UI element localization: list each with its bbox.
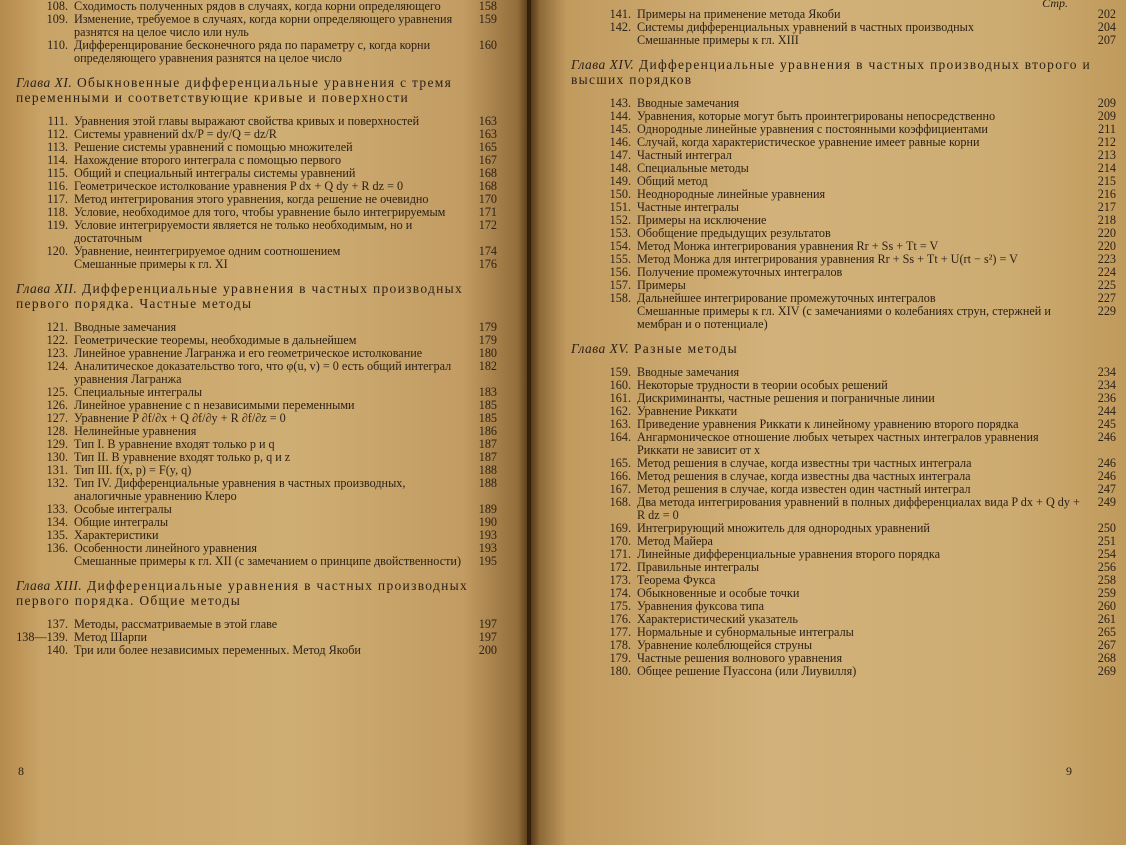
entry-page: 256 — [1097, 560, 1116, 574]
entry-number: 140. — [46, 643, 68, 657]
entry-number: 150. — [609, 187, 631, 201]
entry-title: Специальные интегралы — [74, 385, 203, 399]
entry-number: 132. — [46, 476, 68, 490]
entry-number: 120. — [46, 244, 68, 258]
entry-title: Метод Монжа интегрирования уравнения Rr + Ss + Tt = V — [637, 239, 939, 253]
entry-title: Дискриминанты, частные решения и пограничные линии — [637, 391, 935, 405]
entry-page: 202 — [1097, 7, 1116, 21]
entry-title: Неоднородные линейные уравнения — [637, 187, 826, 201]
folio-right: 9 — [1066, 764, 1072, 778]
entry-number: 163. — [609, 417, 631, 431]
entry-number: 114. — [47, 153, 68, 167]
entry-page: 214 — [1097, 161, 1116, 175]
chapter-label: Глава XIV. — [571, 57, 635, 72]
entry-title: Дифференцирование бесконечного ряда по параметру c, когда корни определяющего уравнения разнятся на целое число — [74, 38, 431, 65]
entry-page: 180 — [478, 346, 497, 360]
entry-page: 268 — [1097, 651, 1116, 665]
entry-page: 165 — [478, 140, 497, 154]
entry-page: 258 — [1097, 573, 1116, 587]
entry-page: 224 — [1097, 265, 1116, 279]
entry-title: Уравнение, неинтегрируемое одним соотношением — [74, 244, 341, 258]
corner-label: Стр. — [1042, 0, 1068, 10]
chapter-heading — [571, 341, 1116, 356]
toc-entry — [16, 39, 497, 65]
toc-entry — [16, 477, 497, 503]
entry-page: 187 — [478, 450, 497, 464]
entry-page: 183 — [478, 385, 497, 399]
entry-page: 158 — [478, 0, 497, 13]
entry-page: 254 — [1097, 547, 1116, 561]
entry-page: 185 — [478, 411, 497, 425]
left-page — [0, 0, 527, 845]
entry-page: 188 — [478, 463, 497, 477]
entry-title: Некоторые трудности в теории особых решений — [637, 378, 888, 392]
entry-page: 189 — [478, 502, 497, 516]
entry-title: Линейное уравнение с n независимыми переменными — [74, 398, 355, 412]
entry-title: Тип I. В уравнение входят только p и q — [74, 437, 275, 451]
entry-number: 158. — [609, 291, 631, 305]
entry-title: Приведение уравнения Риккати к линейному уравнению второго порядка — [637, 417, 1019, 431]
entry-title: Сходимость полученных рядов в случаях, когда корни определяющего — [74, 0, 441, 13]
entry-title: Частные интегралы — [637, 200, 739, 214]
chapter-heading — [16, 578, 497, 608]
entry-title: Три или более независимых переменных. Метод Якоби — [74, 643, 361, 657]
entry-title: Правильные интегралы — [637, 560, 760, 574]
entry-number: 167. — [609, 482, 631, 496]
entry-page: 229 — [1097, 304, 1116, 318]
entry-number: 131. — [46, 463, 68, 477]
entry-title: Смешанные примеры к гл. XIV (с замечаниями о колебаниях струн, стержней и мембран и о потенциале) — [637, 304, 1051, 331]
entry-title: Геометрические теоремы, необходимые в дальнейшем — [74, 333, 357, 347]
entry-page: 195 — [478, 554, 497, 568]
entry-number: 115. — [47, 166, 68, 180]
entry-title: Частные решения волнового уравнения — [637, 651, 843, 665]
entry-number: 176. — [609, 612, 631, 626]
entry-number: 149. — [609, 174, 631, 188]
chapter-label: Глава XII. — [16, 281, 78, 296]
right-page — [531, 0, 1126, 845]
entry-page: 236 — [1097, 391, 1116, 405]
entry-number: 168. — [609, 495, 631, 509]
entry-page: 220 — [1097, 239, 1116, 253]
entry-number: 111. — [47, 114, 68, 128]
entry-title: Общие интегралы — [74, 515, 169, 529]
entry-number: 161. — [609, 391, 631, 405]
entry-title: Тип II. В уравнение входят только p, q и z — [74, 450, 291, 464]
entry-page: 213 — [1097, 148, 1116, 162]
entry-page: 212 — [1097, 135, 1116, 149]
entry-page: 218 — [1097, 213, 1116, 227]
toc-entry — [571, 665, 1116, 678]
entry-page: 220 — [1097, 226, 1116, 240]
entry-page: 250 — [1097, 521, 1116, 535]
entry-title: Уравнение Риккати — [637, 404, 738, 418]
entry-page: 261 — [1097, 612, 1116, 626]
entry-number: 166. — [609, 469, 631, 483]
entry-title: Интегрирующий множитель для однородных уравнений — [637, 521, 930, 535]
entry-title: Уравнения, которые могут быть проинтегрированы непосредственно — [637, 109, 996, 123]
entry-title: Особенности линейного уравнения — [74, 541, 257, 555]
entry-title: Дальнейшее интегрирование промежуточных интегралов — [637, 291, 936, 305]
entry-page: 163 — [478, 114, 497, 128]
entry-title: Аналитическое доказательство того, что φ(u, v) = 0 есть общий интеграл уравнения Лагранжа — [74, 359, 452, 386]
entry-number: 117. — [47, 192, 68, 206]
entry-page: 267 — [1097, 638, 1116, 652]
entry-title: Случай, когда характеристическое уравнение имеет равные корни — [637, 135, 980, 149]
entry-page: 163 — [478, 127, 497, 141]
entry-page: 170 — [478, 192, 497, 206]
entry-number: 174. — [609, 586, 631, 600]
entry-number: 138—139. — [16, 630, 68, 644]
entry-title: Системы уравнений dx/P = dy/Q = dz/R — [74, 127, 277, 141]
entry-number: 169. — [609, 521, 631, 535]
entry-number: 175. — [609, 599, 631, 613]
entry-page: 159 — [478, 12, 497, 26]
entry-number: 119. — [47, 218, 68, 232]
entry-page: 265 — [1097, 625, 1116, 639]
folio-left: 8 — [18, 764, 24, 778]
entry-page: 200 — [478, 643, 497, 657]
entry-number: 124. — [46, 359, 68, 373]
entry-number: 144. — [609, 109, 631, 123]
entry-number: 160. — [609, 378, 631, 392]
entry-number: 155. — [609, 252, 631, 266]
entry-number: 137. — [46, 617, 68, 631]
entry-number: 153. — [609, 226, 631, 240]
entry-number: 125. — [46, 385, 68, 399]
entry-page: 227 — [1097, 291, 1116, 305]
entry-title: Тип III. f(x, p) = F(y, q) — [74, 463, 192, 477]
toc-entry — [16, 13, 497, 39]
entry-number: 173. — [609, 573, 631, 587]
toc-entry — [16, 555, 497, 568]
entry-number: 126. — [46, 398, 68, 412]
entry-page: 174 — [478, 244, 497, 258]
entry-title: Тип IV. Дифференциальные уравнения в частных производных, аналогичные уравнению Клеро — [74, 476, 406, 503]
entry-title: Примеры на исключение — [637, 213, 767, 227]
entry-page: 168 — [478, 166, 497, 180]
entry-page: 197 — [478, 630, 497, 644]
entry-title: Вводные замечания — [637, 365, 740, 379]
entry-page: 193 — [478, 528, 497, 542]
entry-page: 204 — [1097, 20, 1116, 34]
entry-page: 187 — [478, 437, 497, 451]
entry-title: Общий метод — [637, 174, 708, 188]
entry-number: 109. — [46, 12, 68, 26]
entry-title: Смешанные примеры к гл. XIII — [637, 33, 799, 47]
entry-page: 171 — [478, 205, 497, 219]
entry-page: 209 — [1097, 109, 1116, 123]
toc-entry — [16, 360, 497, 386]
entry-title: Метод решения в случае, когда известен один частный интеграл — [637, 482, 971, 496]
entry-title: Специальные методы — [637, 161, 749, 175]
entry-page: 247 — [1097, 482, 1116, 496]
entry-page: 245 — [1097, 417, 1116, 431]
toc-entry — [571, 34, 1116, 47]
entry-page: 225 — [1097, 278, 1116, 292]
entry-number: 136. — [46, 541, 68, 555]
chapter-title: Разные методы — [633, 341, 738, 356]
book-gutter — [518, 0, 540, 845]
entry-title: Общий и специальный интегралы системы уравнений — [74, 166, 356, 180]
entry-page: 251 — [1097, 534, 1116, 548]
chapter-title: Дифференциальные уравнения в частных производных второго и высших порядков — [571, 57, 1092, 87]
toc-entry — [16, 258, 497, 271]
entry-title: Частный интеграл — [637, 148, 732, 162]
entry-title: Нелинейные уравнения — [74, 424, 197, 438]
entry-number: 110. — [47, 38, 68, 52]
chapter-label: Глава XV. — [571, 341, 630, 356]
toc-entry — [16, 219, 497, 245]
entry-title: Метод Майера — [637, 534, 713, 548]
entry-page: 260 — [1097, 599, 1116, 613]
entry-number: 159. — [609, 365, 631, 379]
entry-number: 108. — [46, 0, 68, 13]
entry-title: Метод решения в случае, когда известны три частных интеграла — [637, 456, 972, 470]
entry-title: Уравнение P ∂f/∂x + Q ∂f/∂y + R ∂f/∂z = 0 — [74, 411, 286, 425]
entry-page: 190 — [478, 515, 497, 529]
entry-title: Метод решения в случае, когда известны два частных интеграла — [637, 469, 971, 483]
entry-number: 164. — [609, 430, 631, 444]
entry-title: Характеристический указатель — [637, 612, 798, 626]
entry-number: 148. — [609, 161, 631, 175]
entry-page: 269 — [1097, 664, 1116, 678]
entry-page: 246 — [1097, 469, 1116, 483]
entry-title: Смешанные примеры к гл. XI — [74, 257, 228, 271]
chapter-label: Глава XIII. — [16, 578, 83, 593]
entry-title: Метод интегрирования этого уравнения, когда решение не очевидно — [74, 192, 429, 206]
entry-title: Примеры — [637, 278, 686, 292]
chapter-label: Глава XI. — [16, 75, 73, 90]
entry-number: 156. — [609, 265, 631, 279]
toc-entry — [16, 644, 497, 657]
entry-title: Уравнения этой главы выражают свойства кривых и поверхностей — [74, 114, 420, 128]
right-chapters — [571, 57, 1116, 678]
entry-title: Вводные замечания — [637, 96, 740, 110]
entry-number: 162. — [609, 404, 631, 418]
entry-page: 211 — [1098, 122, 1116, 136]
entry-number: 112. — [47, 127, 68, 141]
entry-title: Метод Монжа для интегрирования уравнения Rr + Ss + Tt + U(rt − s²) = V — [637, 252, 1018, 266]
entry-page: 234 — [1097, 365, 1116, 379]
entry-page: 160 — [478, 38, 497, 52]
entry-number: 171. — [609, 547, 631, 561]
entry-title: Обыкновенные и особые точки — [637, 586, 800, 600]
entry-page: 179 — [478, 320, 497, 334]
entry-number: 118. — [47, 205, 68, 219]
entry-title: Условие интегрируемости является не только необходимым, но и достаточным — [74, 218, 413, 245]
entry-page: 179 — [478, 333, 497, 347]
chapter-heading — [16, 281, 497, 311]
entry-number: 170. — [609, 534, 631, 548]
entry-page: 259 — [1097, 586, 1116, 600]
entry-title: Линейное уравнение Лагранжа и его геометрическое истолкование — [74, 346, 423, 360]
entry-page: 223 — [1097, 252, 1116, 266]
entry-number: 141. — [609, 7, 631, 21]
entry-number: 143. — [609, 96, 631, 110]
entry-title: Ангармоническое отношение любых четырех частных интегралов уравнения Риккати не зависит от x — [637, 430, 1039, 457]
left-top-entries — [16, 0, 497, 65]
entry-page: 209 — [1097, 96, 1116, 110]
entry-number: 152. — [609, 213, 631, 227]
entry-title: Методы, рассматриваемые в этой главе — [74, 617, 278, 631]
entry-page: 176 — [478, 257, 497, 271]
entry-number: 165. — [609, 456, 631, 470]
entry-page: 244 — [1097, 404, 1116, 418]
entry-number: 130. — [46, 450, 68, 464]
chapter-title: Обыкновенные дифференциальные уравнения с тремя переменными и соответствующие кривые и поверхности — [16, 75, 453, 105]
entry-number: 123. — [46, 346, 68, 360]
entry-number: 127. — [46, 411, 68, 425]
entry-number: 147. — [609, 148, 631, 162]
entry-number: 177. — [609, 625, 631, 639]
entry-page: 185 — [478, 398, 497, 412]
right-top-entries — [571, 8, 1116, 47]
entry-title: Однородные линейные уравнения с постоянными коэффициентами — [637, 122, 988, 136]
entry-title: Вводные замечания — [74, 320, 177, 334]
chapter-heading — [571, 57, 1116, 87]
toc-entry — [571, 305, 1116, 331]
left-chapters — [16, 75, 497, 657]
entry-title: Решение системы уравнений с помощью множителей — [74, 140, 353, 154]
entry-page: 172 — [478, 218, 497, 232]
entry-title: Получение промежуточных интегралов — [637, 265, 843, 279]
entry-title: Характеристики — [74, 528, 159, 542]
entry-number: 172. — [609, 560, 631, 574]
entry-page: 188 — [478, 476, 497, 490]
entry-title: Теорема Фукса — [637, 573, 716, 587]
entry-number: 179. — [609, 651, 631, 665]
entry-number: 135. — [46, 528, 68, 542]
entry-number: 122. — [46, 333, 68, 347]
entry-page: 168 — [478, 179, 497, 193]
entry-title: Линейные дифференциальные уравнения второго порядка — [637, 547, 941, 561]
entry-number: 180. — [609, 664, 631, 678]
entry-title: Особые интегралы — [74, 502, 172, 516]
entry-title: Два метода интегрирования уравнений в полных дифференциалах вида P dx + Q dy + R dz = 0 — [637, 495, 1080, 522]
entry-title: Геометрическое истолкование уравнения P dx + Q dy + R dz = 0 — [74, 179, 404, 193]
entry-page: 249 — [1097, 495, 1116, 509]
toc-entry — [571, 496, 1116, 522]
entry-number: 142. — [609, 20, 631, 34]
entry-page: 182 — [478, 359, 497, 373]
entry-title: Условие, необходимое для того, чтобы уравнение было интегрируемым — [74, 205, 446, 219]
entry-number: 134. — [46, 515, 68, 529]
entry-number: 133. — [46, 502, 68, 516]
entry-page: 215 — [1097, 174, 1116, 188]
entry-number: 157. — [609, 278, 631, 292]
entry-title: Общее решение Пуассона (или Лиувилля) — [637, 664, 857, 678]
entry-number: 154. — [609, 239, 631, 253]
entry-number: 116. — [47, 179, 68, 193]
entry-number: 146. — [609, 135, 631, 149]
entry-title: Нормальные и субнормальные интегралы — [637, 625, 854, 639]
entry-title: Метод Шарпи — [74, 630, 148, 644]
entry-number: 121. — [46, 320, 68, 334]
entry-page: 193 — [478, 541, 497, 555]
entry-page: 167 — [478, 153, 497, 167]
entry-title: Системы дифференциальных уравнений в частных производных — [637, 20, 974, 34]
entry-title: Смешанные примеры к гл. XII (с замечанием о принципе двойственности) — [74, 554, 462, 568]
entry-page: 217 — [1097, 200, 1116, 214]
entry-page: 207 — [1097, 33, 1116, 47]
entry-page: 234 — [1097, 378, 1116, 392]
chapter-title: Дифференциальные уравнения в частных производных первого порядка. Частные методы — [16, 281, 464, 311]
entry-number: 128. — [46, 424, 68, 438]
entry-number: 151. — [609, 200, 631, 214]
entry-page: 246 — [1097, 456, 1116, 470]
entry-number: 113. — [47, 140, 68, 154]
entry-title: Уравнение колеблющейся струны — [637, 638, 813, 652]
entry-page: 186 — [478, 424, 497, 438]
entry-title: Обобщение предыдущих результатов — [637, 226, 831, 240]
entry-title: Примеры на применение метода Якоби — [637, 7, 841, 21]
entry-page: 216 — [1097, 187, 1116, 201]
entry-title: Нахождение второго интеграла с помощью первого — [74, 153, 342, 167]
entry-page: 197 — [478, 617, 497, 631]
toc-entry — [571, 431, 1116, 457]
entry-title: Уравнения фуксова типа — [637, 599, 765, 613]
entry-title: Изменение, требуемое в случаях, когда корни определяющего уравнения разнятся на целое число или нуль — [74, 12, 453, 39]
entry-number: 129. — [46, 437, 68, 451]
entry-number: 145. — [609, 122, 631, 136]
entry-number: 178. — [609, 638, 631, 652]
entry-page: 246 — [1097, 430, 1116, 444]
chapter-heading — [16, 75, 497, 105]
chapter-title: Дифференциальные уравнения в частных производных первого порядка. Общие методы — [16, 578, 469, 608]
